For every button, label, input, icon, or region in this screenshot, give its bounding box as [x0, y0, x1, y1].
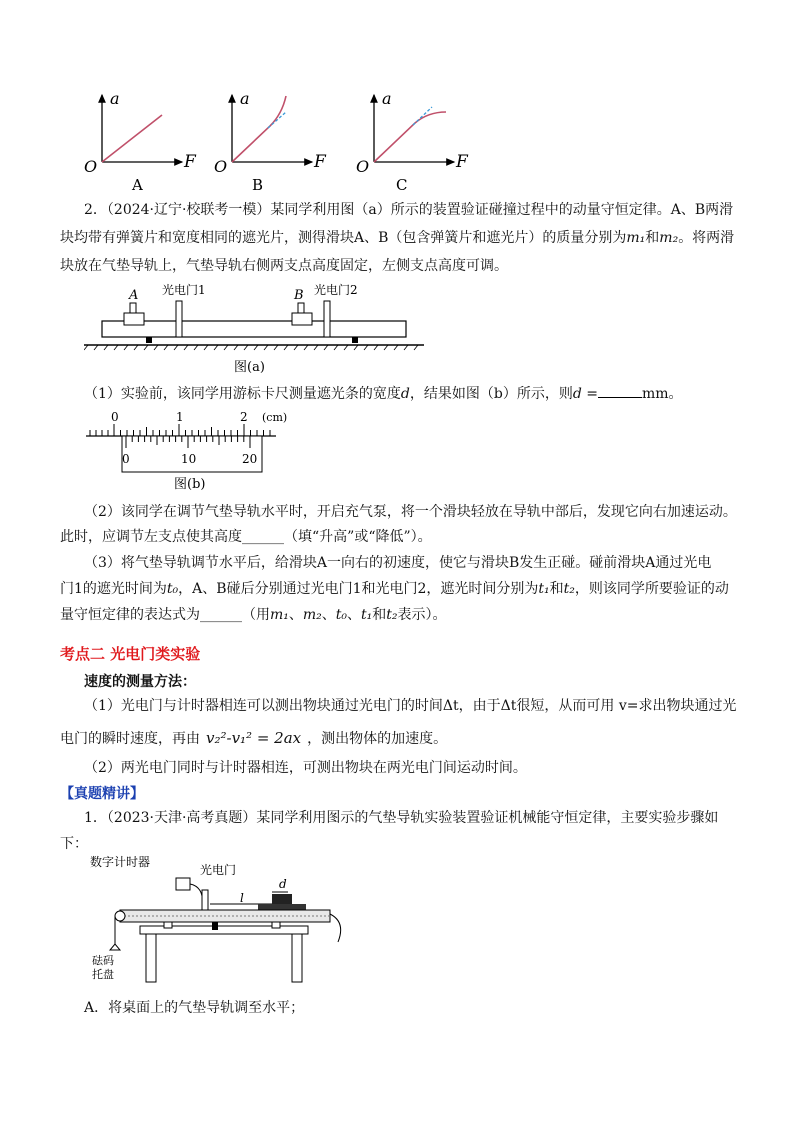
- main-scale: [90, 424, 270, 436]
- graph-c-origin: O: [356, 157, 370, 176]
- q1-step-a: A．将桌面上的气垫导轨调至水平；: [84, 1000, 305, 1016]
- section-p2: （2）两光电门同时与计时器相连，可测出物块在两光电门间运动时间。: [84, 760, 527, 776]
- q2-line1: 2．（2024·辽宁·校联考一模）某同学利用图（a）所示的装置验证碰撞过程中的动量守恒定律。A、B两滑: [84, 202, 734, 218]
- graph-a-ylabel: a: [110, 90, 120, 108]
- gate2: [324, 301, 330, 337]
- q2-sub2-l1: （2）该同学在调节气垫导轨水平时，开启充气泵，将一个滑块轻放在导轨中部后，发现它向右加速运动。: [84, 504, 737, 520]
- graph-c-ylabel: a: [382, 90, 392, 108]
- section-subtitle: 速度的测量方法：: [84, 674, 196, 690]
- svg-text:2: 2: [240, 410, 248, 424]
- svg-text:d: d: [279, 877, 287, 891]
- svg-text:0: 0: [122, 452, 130, 466]
- weight-label-2: 托盘: [92, 968, 114, 981]
- slider-a-label: A: [129, 288, 139, 303]
- d-equals: d =: [572, 386, 598, 402]
- svg-text:10: 10: [181, 452, 197, 466]
- q2-sub2-l2: 此时，应调节左支点使其高度______（填“升高”或“降低”）。: [60, 529, 432, 545]
- gate1-label: 光电门1: [162, 283, 206, 297]
- graph-a-line: [102, 115, 162, 162]
- track: [102, 321, 406, 337]
- q2-sub3-l1: （3）将气垫导轨调节水平后，给滑块A一向右的初速度，使它与滑块B发生正碰。碰前滑块A通过光电: [84, 555, 712, 571]
- section-title: 考点二 光电门类实验: [60, 645, 201, 663]
- slider-b-label: B: [294, 288, 304, 303]
- graph-a: [84, 90, 197, 194]
- gate: [202, 890, 208, 910]
- q2-sub3-l3: 量守恒定律的表达式为______（用m₁、m₂、t₀、t₁和t₂表示）。: [60, 607, 447, 623]
- q1-line2: 下：: [60, 836, 88, 852]
- graph-a-origin: O: [84, 157, 98, 176]
- m2-symbol: m₂: [659, 230, 679, 246]
- graph-a-label: A: [132, 176, 143, 194]
- answer-blank-d: [598, 383, 642, 398]
- kinematics-formula: v₂²-v₁² = 2ax: [206, 729, 302, 747]
- graph-b-origin: O: [214, 157, 228, 176]
- weight-label-1: 砝码: [92, 954, 114, 967]
- figure-b-caption: 图(b): [174, 477, 206, 492]
- graph-c: [356, 90, 469, 194]
- graph-b-ylabel: a: [240, 90, 250, 108]
- graph-a-xlabel: F: [184, 152, 196, 172]
- gate-label: 光电门: [200, 863, 237, 877]
- timer-box: [176, 878, 190, 890]
- svg-text:20: 20: [242, 452, 258, 466]
- graph-b-xlabel: F: [314, 152, 326, 172]
- svg-text:1: 1: [176, 410, 184, 424]
- timer-label: 数字计时器: [90, 855, 151, 869]
- section-p1-l2: 电门的瞬时速度，再由 v₂²-v₁² = 2ax ，测出物体的加速度。: [60, 729, 448, 747]
- graph-c-curve: [374, 112, 446, 162]
- graph-c-xlabel: F: [456, 152, 468, 172]
- svg-text:0: 0: [111, 410, 119, 424]
- af-graphs: [80, 90, 500, 200]
- graph-c-label: C: [396, 176, 408, 194]
- graph-b-label: B: [252, 176, 264, 194]
- slider-a: [124, 313, 144, 325]
- m1-symbol: m₁: [626, 230, 646, 246]
- slider-b: [292, 313, 312, 325]
- svg-text:l: l: [240, 891, 244, 905]
- q2-sub3-l2: 门1的遮光时间为t₀，A、B碰后分别通过光电门1和光电门2，遮光时间分别为t₁和t₂，则该同学所要验证的动: [60, 581, 729, 597]
- unit-label: (cm): [262, 411, 288, 424]
- figure-air-track-timer: [84, 852, 344, 987]
- q2-sub1: （1）实验前，该同学用游标卡尺测量遮光条的宽度d，结果如图（b）所示，则d = mm。: [84, 382, 774, 406]
- graph-b: [214, 90, 327, 194]
- q1-line1: 1．（2023·天津·高考真题）某同学利用图示的气垫导轨实验装置验证机械能守恒定律，主要实验步骤如: [84, 810, 719, 826]
- gate2-label: 光电门2: [314, 283, 358, 297]
- q2-line2: 块均带有弹簧片和宽度相同的遮光片，测得滑块A、B（包含弹簧片和遮光片）的质量分别为m₁和m₂。将两滑: [60, 230, 735, 246]
- section-p1-l1: （1）光电门与计时器相连可以测出物块通过光电门的时间Δt，由于Δt很短，从而可用 v=求出物块通过光: [84, 698, 737, 714]
- q2-line3: 块放在气垫导轨上，气垫导轨右侧两支点高度固定，左侧支点高度可调。: [60, 258, 508, 274]
- section-tag: 【真题精讲】: [60, 786, 144, 802]
- gate1: [176, 301, 182, 337]
- figure-b-vernier: [84, 408, 324, 494]
- figure-a-caption: 图(a): [234, 360, 265, 375]
- figure-a-air-track: [84, 283, 424, 375]
